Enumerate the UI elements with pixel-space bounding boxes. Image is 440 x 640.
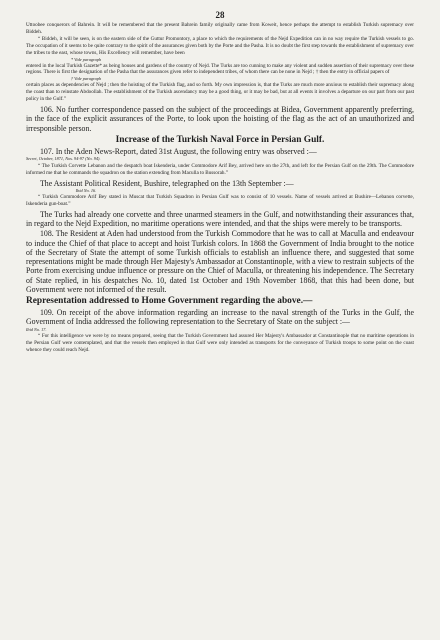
sidenote-ibid-16: Ibid No. 16.: [75, 188, 97, 194]
resident-telegram-paragraph: The Assistant Political Resident, Bushire, telegraphed on the 13th September :—: [40, 178, 294, 188]
paragraph-106: 106. No further correspondence passed on the subject of the proceedings at Bidea, Government apparently preferring, in the face of the explicit assurances of the Porte, to look upon the hoisting of the flag as the act of an unauthorized and irresponsible person.: [26, 105, 414, 133]
quote-biddeh-part-3: certain places as dependencies of Nejd ; then the hoisting of the Turkish flag, and so forth. My own impression is, that the Turks are much more anxious to establish their supremacy along the coast than to reinstate Abdoollah. The establishment of the Turkish ascendancy may be a good thing, or it may be bad, but at all events it involves a departure on our part from our past policy in the Gulf.”: [26, 82, 414, 103]
quote-intelligence: “ For this intelligence we were by no means prepared, seeing that the Turkish Government had assured Her Majesty's Ambassador at Constantinople that no maritime operations in the Persian Gulf were contemplated, and that the vessels then employed in that Gulf were only intended as transports for the conveyance of Turkish troops to some point on the coast whence they could reach Nejd.: [26, 332, 414, 353]
paragraph-109: 109. On receipt of the above information regarding an increase to the naval strength of the Turks in the Gulf, the Government of India addressed the following representation to the Secretary of State on the subject :—: [26, 308, 414, 327]
heading-naval-force: Increase of the Turkish Naval Force in Persian Gulf.: [115, 134, 325, 145]
paragraph-107: 107. In the Aden News-Report, dated 31st August, the following entry was observed :—: [40, 146, 317, 156]
quote-biddeh-part-2: entered in the local Turkish Gazette* as being houses and gardens of the country of Nejd. The Turks are too cunning to make any violent and sudden assertion of their supremacy over these regions. There is first the designation of the Pasha that the assurances given refer to independent tribes, of whom there can be none in Nejd ; † then the entry in official papers of: [26, 62, 414, 76]
paragraph-turks-corvette: The Turks had already one corvette and three unarmed steamers in the Gulf, and notwithstanding their assurances that, in regard to the Nejd Expedition, no maritime operations were intended, and that the ships were merely to be transports.: [26, 209, 414, 229]
paragraph-108: 108. The Resident at Aden had understood from the Turkish Commodore that he was to call at Maculla and endeavour to induce the Chief of that place to accept and hoist Turkish colors. In 1868 the Government of India brought to the notice of the Secretary of State the attempt of some Turkish officials to establish an influence there, and suggested that some representations might be made through Her Majesty's Ambassador at Constantinople, with a view to restrain subjects of the Porte from exercising undue influence or pressure on the Chief of Maculla, or threatening his independence. The Secretary of State replied, in his despatches No. 10, dated 1st October and 19th November 1868, that this had been done, but Government were not informed of the result.: [26, 229, 414, 294]
quote-aden-news: “ The Turkish Corvette Lebanon and the despatch boat Iskenderia, under Commodore Arif Bey, arrived here on the 27th, and left for the Persian Gulf on the 29th. The Commodore informed me that he commands the squadron on the station extending from Maculla to Bussorah.”: [26, 163, 414, 176]
heading-representation: Representation addressed to Home Government regarding the above.—: [26, 296, 313, 307]
page-number: 28: [215, 10, 225, 20]
quote-biddeh-part-1: “ Biddeh, it will be seen, is on the eastern side of the Guttur Promontory, a place to which the requirements of the Nejd Expedition can in no way require the Turkish vessels to go. The occupation of it seems to be quite contrary to the spirit of the assurances given both by the Porte and the Pasha. It is no doubt the first step towards the establishment of supremacy over the tribes to the east, whose towns, His Excellency will remember, have been: [26, 35, 414, 56]
sidenote-vide-paragraph-2: † Vide paragraph: [70, 76, 102, 82]
sidenote-secret-reference: Secret, October, 1871, Nos. 94-97 (No. 94).: [26, 156, 101, 162]
sidenote-ibid-17: Ibid No. 17.: [26, 326, 47, 332]
intro-paragraph: Uttoobee conquerors of Bahrein. It will be remembered that the present Bahrein family originally came from Koweit, hence perhaps the attempt to establish Turkish supremacy over Biddeh.: [26, 22, 414, 35]
sidenote-vide-paragraph-1: * Vide paragraph: [70, 56, 102, 62]
quote-turkish-commodore: “ Turkish Commodore Arif Bey stated in Muscat that Turkish Squadron in Persian Gulf was to consist of 10 vessels. Name of vessels arrived at Bushire—Lebanon corvette, Iskenderia gun-boat.”: [26, 194, 414, 208]
